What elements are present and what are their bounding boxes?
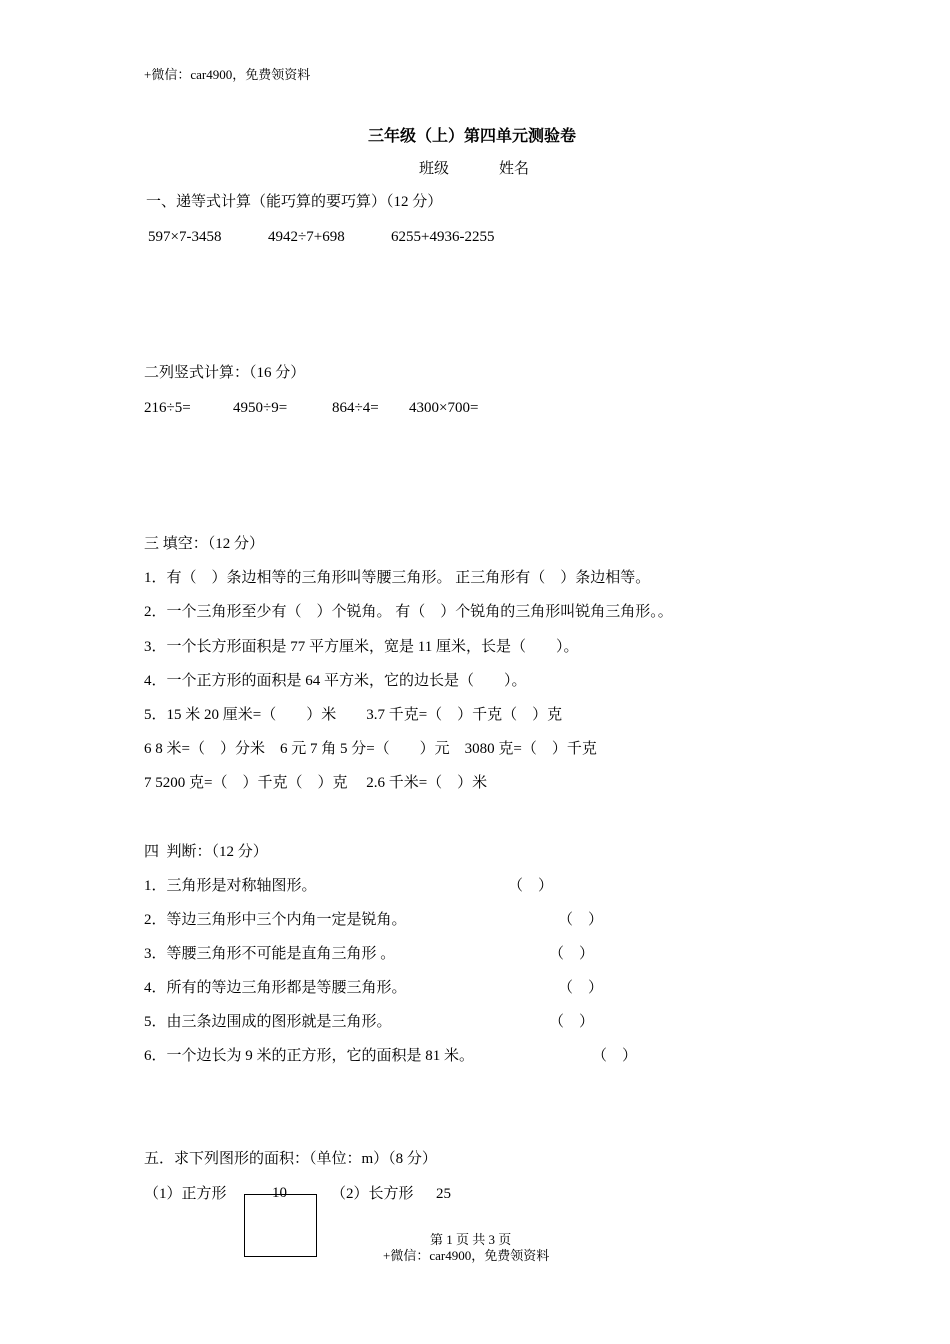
fill-item: 1．有（ ）条边相等的三角形叫等腰三角形。 正三角形有（ ）条边相等。 bbox=[144, 570, 651, 586]
figure2-label: （2）长方形 bbox=[331, 1186, 414, 1202]
judge-item-blank[interactable]: （ ） bbox=[558, 912, 604, 928]
judge-item-blank[interactable]: （ ） bbox=[558, 980, 604, 996]
judge-item-text: 4．所有的等边三角形都是等腰三角形。 bbox=[144, 980, 407, 996]
section1-problem: 4942÷7+698 bbox=[268, 229, 345, 245]
fill-item: 6 8 米=（ ）分米 6 元 7 角 5 分=（ ）元 3080 克=（ ）千克 bbox=[144, 741, 597, 757]
fill-item: 5．15 米 20 厘米=（ ）米 3.7 千克=（ ）千克（ ）克 bbox=[144, 707, 563, 723]
judge-item-text: 6．一个边长为 9 米的正方形，它的面积是 81 米。 bbox=[144, 1048, 475, 1064]
judge-item-text: 1．三角形是对称轴图形。 bbox=[144, 878, 317, 894]
name-label: 姓名 bbox=[499, 161, 530, 177]
page-number: 第 1 页 共 3 页 bbox=[430, 1232, 512, 1247]
judge-item-blank[interactable]: （ ） bbox=[549, 1014, 595, 1030]
judge-item-text: 3．等腰三角形不可能是直角三角形 。 bbox=[144, 946, 396, 962]
judge-item-blank[interactable]: （ ） bbox=[592, 1048, 638, 1064]
section1-problem: 597×7-3458 bbox=[148, 229, 222, 245]
section2-heading: 二列竖式计算：（16 分） bbox=[144, 365, 306, 381]
section2-problem: 4300×700= bbox=[409, 400, 479, 416]
page-title: 三年级（上）第四单元测验卷 bbox=[368, 128, 577, 145]
section2-problem: 4950÷9= bbox=[233, 400, 288, 416]
section3-heading: 三 填空：（12 分） bbox=[144, 536, 265, 552]
section5-heading: 五．求下列图形的面积：（单位：m）（8 分） bbox=[144, 1151, 437, 1167]
fill-item: 2．一个三角形至少有（ ）个锐角。 有（ ）个锐角的三角形叫锐角三角形。。 bbox=[144, 604, 673, 620]
section2-problem: 216÷5= bbox=[144, 400, 191, 416]
judge-item-blank[interactable]: （ ） bbox=[508, 878, 554, 894]
fill-item: 4．一个正方形的面积是 64 平方米，它的边长是（ ）。 bbox=[144, 673, 527, 689]
section1-heading: 一、递等式计算（能巧算的要巧算）（12 分） bbox=[146, 194, 443, 210]
figure1-label: （1）正方形 bbox=[144, 1186, 227, 1202]
figure1-side-label: 10 bbox=[272, 1185, 287, 1201]
figure2-side-label: 25 bbox=[436, 1186, 451, 1202]
judge-item-blank[interactable]: （ ） bbox=[549, 946, 595, 962]
section2-problem: 864÷4= bbox=[332, 400, 379, 416]
header-note: +微信：car4900，免费领资料 bbox=[144, 67, 311, 82]
section4-heading: 四 判断：（12 分） bbox=[144, 844, 268, 860]
footer-note: +微信：car4900，免费领资料 bbox=[383, 1248, 550, 1263]
judge-item-text: 5．由三条边围成的图形就是三角形。 bbox=[144, 1014, 392, 1030]
class-label: 班级 bbox=[419, 161, 450, 177]
fill-item: 3．一个长方形面积是 77 平方厘米，宽是 11 厘米，长是（ ）。 bbox=[144, 639, 579, 655]
fill-item: 7 5200 克=（ ）千克（ ）克 2.6 千米=（ ）米 bbox=[144, 775, 488, 791]
section1-problem: 6255+4936-2255 bbox=[391, 229, 495, 245]
judge-item-text: 2．等边三角形中三个内角一定是锐角。 bbox=[144, 912, 407, 928]
square-figure bbox=[244, 1194, 317, 1257]
